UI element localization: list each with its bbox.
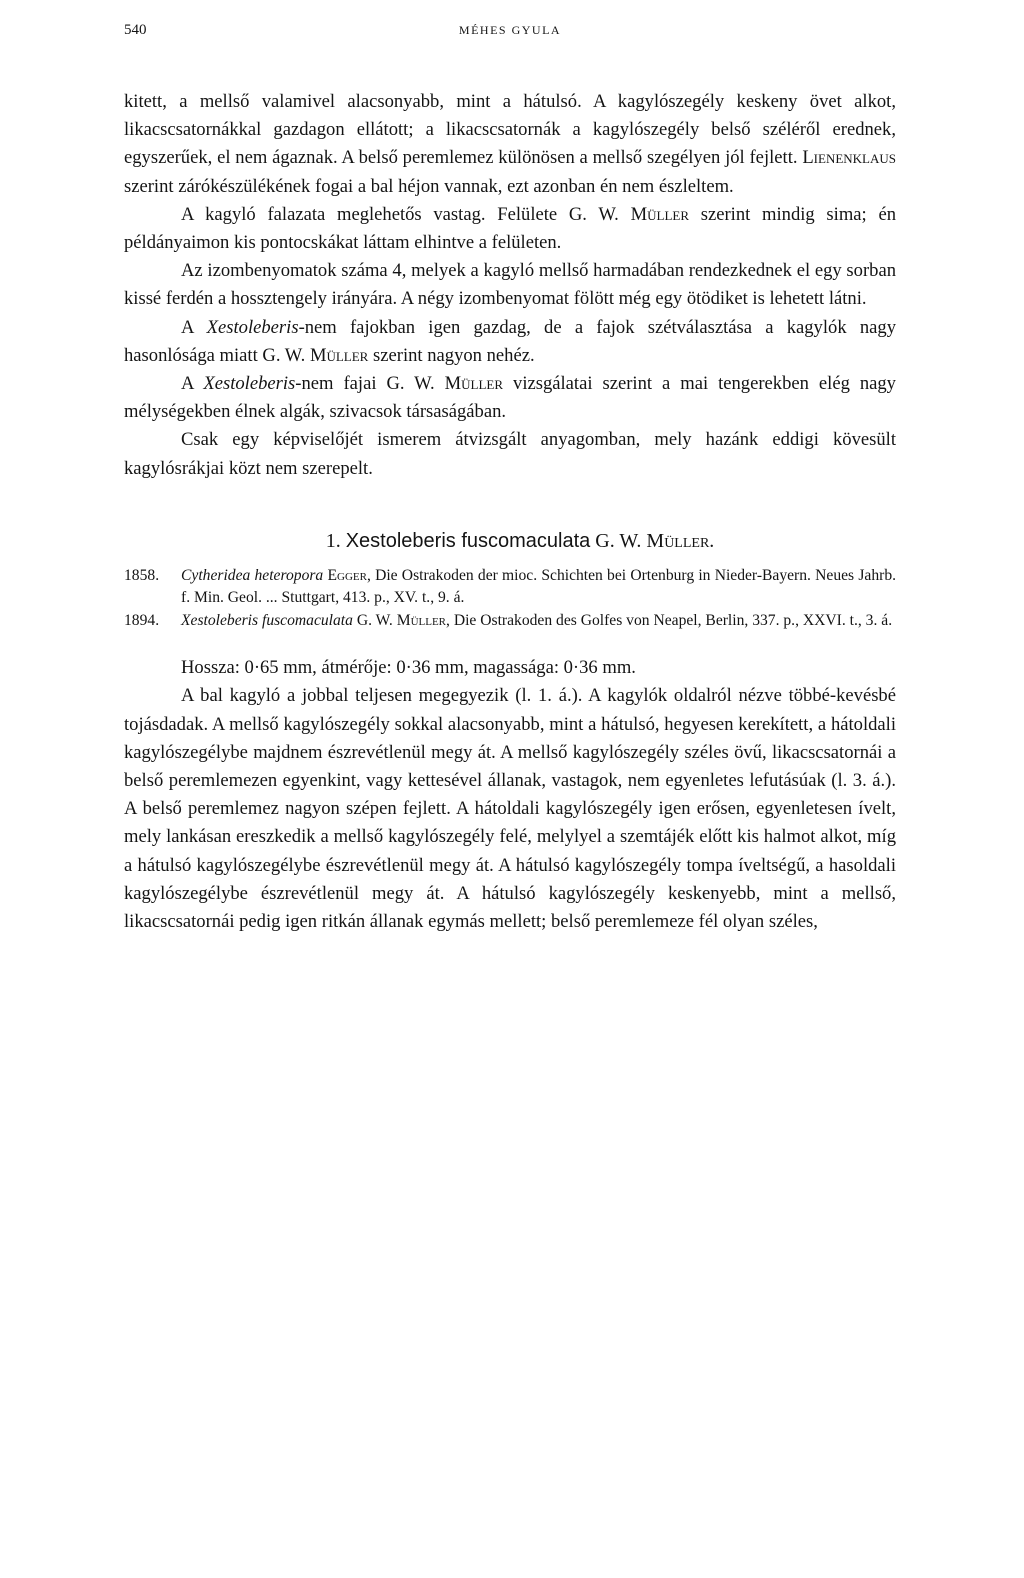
species-heading xyxy=(124,527,896,555)
species-number: 1. xyxy=(325,529,341,552)
author-name: Müller xyxy=(630,203,689,225)
running-title: MÉHES GYULA xyxy=(458,23,562,37)
author-name: Lienenklaus xyxy=(802,147,897,169)
paragraph-2-start: A kagyló falazata meglehetős vastag. Felülete G. W. xyxy=(181,203,619,225)
synonym-author: Egger, xyxy=(327,566,371,584)
paragraph-4-start: A xyxy=(181,316,194,338)
description xyxy=(124,682,896,936)
running-head xyxy=(124,22,896,44)
genus-name: Xestoleberis xyxy=(206,316,299,338)
synonym-citation: Die Ostrakoden der mioc. Schichten bei Ortenburg in Nieder-Bayern. Neues Jahrb. f. Min. Geol. ... Stuttgart, 413. p., XV. t., 9. á. xyxy=(181,566,897,607)
author-name: Müller xyxy=(309,344,369,366)
paragraph-5-mid: -nem fajai G. W. xyxy=(295,373,435,395)
species-name: Xestoleberis fuscomaculata xyxy=(345,529,591,552)
paragraph-5 xyxy=(124,370,896,426)
synonymy-entry xyxy=(124,565,896,610)
paragraph-4-mid: -nem fajokban igen gazdag, de a fajok szétválasztása a kagylók nagy hasonlósága miatt G. W. xyxy=(124,316,896,366)
synonym-author: Müller, xyxy=(396,611,450,629)
paragraph-4-end: szerint nagyon nehéz. xyxy=(373,344,535,366)
paragraph-4 xyxy=(124,314,896,370)
page-number: 540 xyxy=(124,22,147,38)
paragraph-7: A bal kagyló a jobbal teljesen megegyezik (l. 1. á.). A kagylók oldalról nézve többé-kevésbé tojásdadak. A mellső kagylószegély sokkal alacsonyabb, mint a hátulsó, hegyesen kerekített, a hátoldali kagylószegélybe majdnem észrevétlenül megy át. A mellső kagylószegély széles övű, likacscsatornái a belső peremlemezen egyenkint, vagy kettesével állanak, vastagok, nem egyenletes lefutásúak (l. 3. á.). A belső peremlemez nagyon szépen fejlett. A hátoldali kagylószegély igen erősen, egyenletesen ívelt, mely lankásan ereszkedik a mellső kagylószegély felé, melylyel a szemtájék előtt kis halmot alkot, míg a hátulsó kagylószegélybe észrevétlenül megy át. A hátulsó kagylószegély tompa íveltségű, a hasoldali kagylószegélybe észrevétlenül megy át. A hátulsó kagylószegély keskenyebb, mint a mellső, likacscsatornái pedig igen ritkán állanak egymás mellett; belső peremlemeze fél olyan széles, xyxy=(124,685,896,932)
synonymy-year: 1894. xyxy=(124,611,160,629)
genus-name: Xestoleberis xyxy=(203,373,296,395)
paragraph-6: Csak egy képviselőjét ismerem átvizsgált anyagomban, mely hazánk eddigi kövesült kagylósrákjai közt nem szerepelt. xyxy=(124,429,896,479)
synonym-citation: Die Ostrakoden des Golfes von Neapel, Berlin, 337. p., XXVI. t., 3. á. xyxy=(453,611,893,629)
synonymy-list xyxy=(124,565,896,633)
species-author-initials: G. W. xyxy=(595,529,642,552)
author-name: Müller xyxy=(444,373,504,395)
synonym-name: Cytheridea heteropora xyxy=(181,566,324,584)
synonymy-year: 1858. xyxy=(124,566,160,584)
page xyxy=(124,22,896,936)
synonym-name: Xestoleberis fuscomaculata xyxy=(181,611,353,629)
species-author: Müller. xyxy=(646,529,715,552)
paragraph-1-end: szerint zárókészülékének fogai a bal héjon vannak, ezt azonban én nem észleltem. xyxy=(124,175,734,197)
paragraph-5-end: vizsgálatai szerint a mai tengerekben elég nagy mélységekben élnek algák, szivacsok társaságában. xyxy=(124,373,896,423)
synonym-author-initials: G. W. xyxy=(356,611,393,629)
synonymy-entry xyxy=(124,610,896,633)
paragraph-1-text: kitett, a mellső valamivel alacsonyabb, mint a hátulsó. A kagylószegély keskeny övet alkot, likacscsatornákkal gazdagon ellátott; a likacscsatornák a kagylószegély belső széléről erednek, egyszerűek, el nem ágaznak. A belső peremlemez különösen a mellső szegélyen jól fejlett. xyxy=(124,91,896,169)
paragraph-3: Az izombenyomatok száma 4, melyek a kagyló mellső harmadában rendezkednek el egy sorban kissé ferdén a hossztengely irányára. A négy izombenyomat fölött még egy ötödiket is lehetett látni. xyxy=(124,260,896,310)
paragraph-1 xyxy=(124,88,896,201)
paragraph-2-end: szerint mindig sima; én példányaimon kis pontocskákat láttam elhintve a felületen. xyxy=(124,203,896,254)
paragraph-2 xyxy=(124,201,896,257)
paragraph-5-start: A xyxy=(181,373,194,395)
measurements: Hossza: 0·65 mm, átmérője: 0·36 mm, magassága: 0·36 mm. xyxy=(181,657,636,679)
body-text xyxy=(124,88,896,483)
